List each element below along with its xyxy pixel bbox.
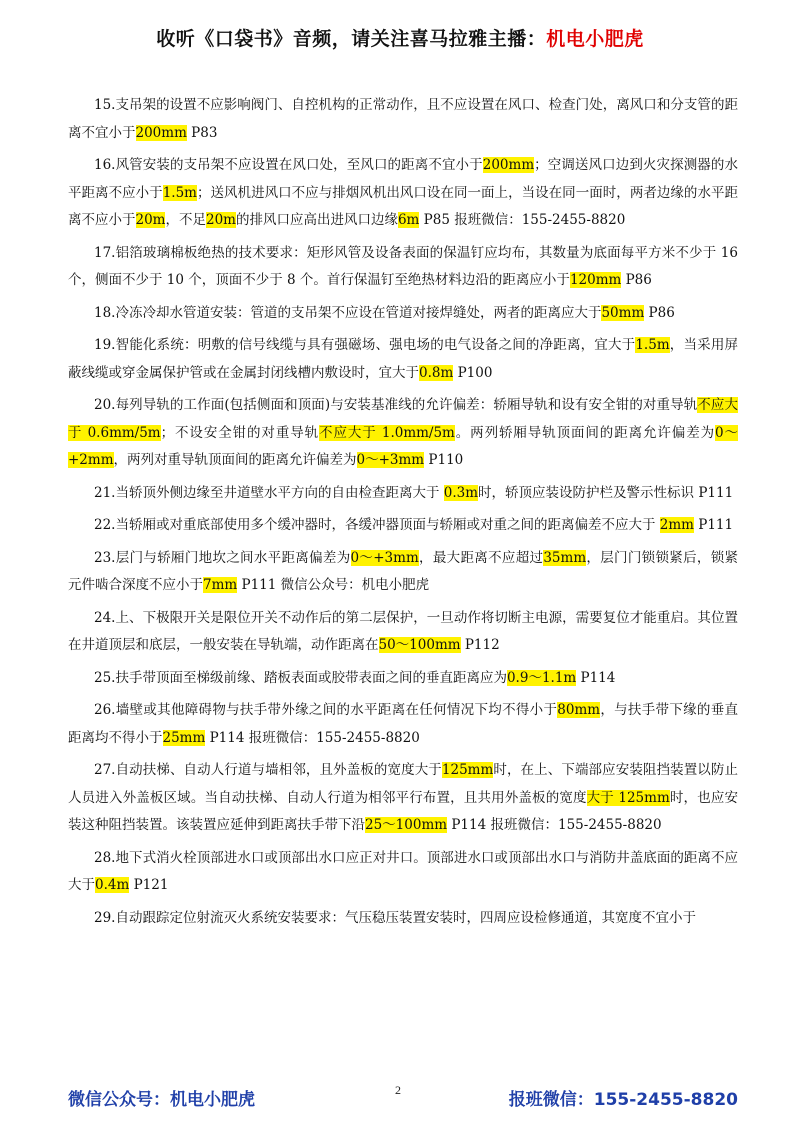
highlighted-value: 200mm [482, 157, 535, 173]
list-item [68, 845, 738, 900]
highlighted-value: 20m [135, 212, 166, 228]
item-text: 15.支吊架的设置不应影响阀门、自控机构的正常动作，且不应设置在风口、检查门处，离风口和分支管的距离不宜小于 [68, 97, 738, 141]
list-item [68, 512, 738, 540]
item-text: ，最大距离不应超过 [418, 549, 544, 566]
highlighted-value: 2mm [659, 517, 694, 533]
highlighted-value: 0.8m [419, 364, 454, 381]
highlighted-value: 0.3m [443, 484, 479, 501]
item-text: 19.智能化系统：明敷的信号线缆与具有强磁场、强电场的电气设备之间的净距离，宜大于 [94, 337, 636, 353]
highlighted-value: 20m [205, 212, 236, 228]
list-item [68, 545, 738, 600]
item-text: P111 [693, 517, 734, 533]
item-text: ，与扶手带下缘的垂直距离均不得小于 [68, 702, 739, 746]
item-text: P83 [186, 124, 218, 141]
list-item [68, 392, 738, 475]
highlighted-value: 7mm [203, 577, 238, 593]
highlighted-value: 6m [397, 212, 420, 228]
item-text: 18.冷冻冷却水管道安装：管道的支吊架不应设在管道对接焊缝处，两者的距离应大于 [94, 304, 602, 321]
page-header [0, 24, 800, 51]
item-text: 20.每列导轨的工作面(包括侧面和顶面)与安装基准线的允许偏差：轿厢导轨和设有安全钳的对重导轨 [94, 397, 698, 413]
list-item [68, 905, 738, 933]
item-text: 24.上、下极限开关是限位开关不动作后的第二层保护，一旦动作将切断主电源，需要复位才能重启。其位置在井道顶层和底层，一般安装在导轨端，动作距离在 [68, 609, 738, 653]
highlighted-value: 50mm [601, 304, 645, 321]
item-text: 21.当轿顶外侧边缘至井道壁水平方向的自由检查距离大于 [94, 484, 444, 501]
highlighted-value: 0～+3mm [356, 452, 425, 468]
list-item [68, 240, 738, 295]
list-item [68, 665, 738, 693]
item-text: ，两列对重导轨顶面间的距离允许偏差为 [113, 452, 357, 468]
highlighted-value: 不应大于 0.6mm/5m [68, 397, 738, 441]
highlighted-value: 0～+3mm [350, 549, 419, 566]
item-text: P85 报班微信：155-2455-8820 [419, 212, 626, 228]
list-item [68, 480, 738, 508]
item-text: 的排风口应高出进风口边缘 [235, 212, 398, 228]
highlighted-value: 50～100mm [378, 637, 461, 653]
list-item [68, 332, 738, 387]
item-text: 16.风管安装的支吊架不应设置在风口处，至风口的距离不宜小于 [94, 157, 483, 173]
highlighted-value: 120mm [569, 272, 622, 288]
highlighted-value: 0.4m [95, 877, 130, 893]
highlighted-value: 1.5m [635, 337, 670, 353]
item-text: P112 [460, 637, 500, 653]
highlighted-value: 200mm [135, 124, 187, 141]
item-text: ，不足 [165, 212, 206, 228]
item-text: ，层门门锁锁紧后，锁紧元件啮合深度不应小于 [68, 549, 739, 593]
item-text: ；不设安全钳的对重导轨 [160, 424, 320, 441]
item-text: P114 报班微信：155-2455-8820 [447, 817, 662, 833]
list-item [68, 92, 738, 147]
list-item [68, 757, 738, 840]
item-text: P86 [644, 304, 675, 321]
page-number: 2 [395, 1083, 401, 1097]
list-item [68, 697, 738, 752]
highlighted-value: 25～100mm [365, 817, 448, 833]
item-text: 时，在上、下端部应安装阻挡装置以防止人员进入外盖板区域。当自动扶梯、自动人行道为相邻平行布置，且共用外盖板的宽度 [68, 762, 739, 806]
item-text: 。两列轿厢导轨顶面间的距离允许偏差为 [454, 424, 716, 441]
highlighted-value: 0.9～1.1m [506, 669, 577, 686]
item-text: 29.自动跟踪定位射流灭火系统安装要求：气压稳压装置安装时，四周应设检修通道，其宽度不宜小于 [94, 909, 696, 926]
item-text: ；空调送风口边到火灾探测器的水平距离不应小于 [68, 157, 739, 201]
item-text: P110 [424, 452, 464, 468]
item-text: P111 微信公众号：机电小肥虎 [237, 577, 430, 593]
list-item [68, 152, 738, 235]
footer-contact: 报班微信：155-2455-8820 [508, 1090, 738, 1110]
header-prefix: 收听《口袋书》音频，请关注喜马拉雅主播： [156, 28, 547, 50]
item-text: P100 [453, 364, 493, 381]
highlighted-value: 80mm [557, 702, 601, 718]
item-text: 26.墙壁或其他障碍物与扶手带外缘之间的水平距离在任何情况下均不得小于 [94, 702, 558, 718]
item-text: 22.当轿厢或对重底部使用多个缓冲器时，各缓冲器顶面与轿厢或对重之间的距离偏差不应大于 [94, 517, 660, 533]
item-text: P86 [621, 272, 652, 288]
footer-wechat-account: 微信公众号：机电小肥虎 [68, 1090, 255, 1110]
item-text: 28.地下式消火栓顶部进水口或顶部出水口应正对井口。顶部进水口或顶部出水口与消防井盖底面的距离不应大于 [68, 849, 738, 893]
highlighted-value: 25mm [162, 729, 206, 746]
item-text: 25.扶手带顶面至梯级前缘、踏板表面或胶带表面之间的垂直距离应为 [94, 669, 507, 686]
list-item [68, 300, 738, 328]
header-brand: 机电小肥虎 [546, 28, 644, 50]
item-text: P114 报班微信：155-2455-8820 [205, 729, 420, 746]
item-text: 27.自动扶梯、自动人行道与墙相邻，且外盖板的宽度大于 [94, 762, 442, 778]
item-text: P121 [129, 877, 169, 893]
content-body [68, 92, 738, 937]
highlighted-value: 不应大于 1.0mm/5m [319, 424, 455, 441]
item-text: 时，轿顶应装设防护栏及警示性标识 P111 [478, 484, 734, 501]
item-text: 17.铝箔玻璃棉板绝热的技术要求：矩形风管及设备表面的保温钉应均布，其数量为底面每平方米不少于 16 个，侧面不少于 10 个，顶面不少于 8 个。首行保温钉至绝热材料边沿的距离应小于 [68, 244, 738, 288]
item-text: 时，也应安装这种阻挡装置。该装置应延伸到距离扶手带下沿 [68, 789, 738, 833]
highlighted-value: 125mm [441, 762, 494, 778]
item-text: ，当采用屏蔽线缆或穿金属保护管或在金属封闭线槽内敷设时，宜大于 [68, 337, 739, 381]
item-text: 23.层门与轿厢门地坎之间水平距离偏差为 [94, 549, 351, 566]
page-footer [68, 1085, 738, 1115]
highlighted-value: 35mm [543, 549, 587, 566]
item-text: P114 [576, 669, 616, 686]
list-item [68, 605, 738, 660]
highlighted-value: 0～+2mm [68, 424, 739, 468]
highlighted-value: 1.5m [162, 184, 197, 201]
highlighted-value: 大于 125mm [586, 789, 670, 806]
item-text: ；送风机进风口不应与排烟风机出风口设在同一面上，当设在同一面时，两者边缘的水平距离不应小于 [68, 184, 739, 228]
